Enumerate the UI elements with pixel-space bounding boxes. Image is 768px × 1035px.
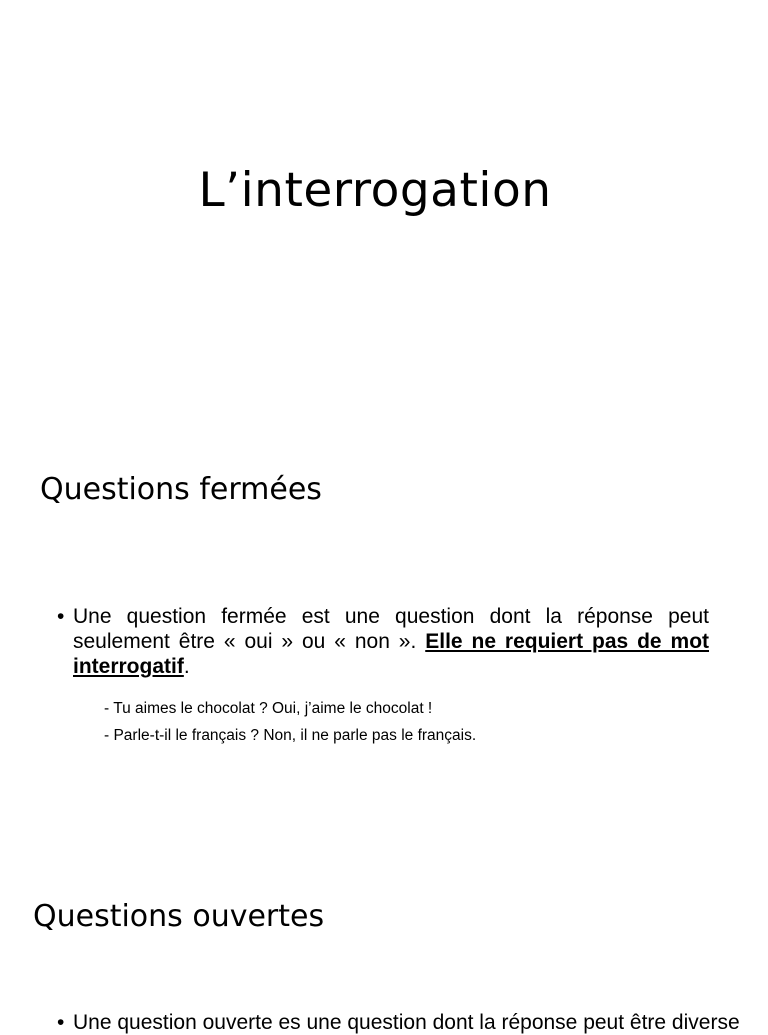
closed-questions-definition	[73, 604, 709, 679]
definition-end: .	[183, 655, 190, 678]
definition-emphasis: Elle ne requiert pas de mot interrogatif	[73, 630, 710, 678]
page-title: L’interrogation	[198, 163, 552, 218]
bullet-icon: •	[57, 605, 65, 628]
closed-questions-bullet	[57, 604, 709, 679]
open-questions-heading: Questions ouvertes	[33, 899, 325, 934]
closed-questions-heading: Questions fermées	[40, 472, 322, 507]
open-questions-definition: Une question ouverte es une question dont la réponse peut être diverse	[73, 1011, 740, 1034]
bullet-icon: •	[57, 1011, 65, 1034]
example-line: - Tu aimes le chocolat ? Oui, j’aime le chocolat !	[104, 700, 433, 717]
open-questions-bullet	[57, 1010, 740, 1035]
definition-text: Une question fermée est une question dont la réponse peut seulement être « oui » ou « non ».	[73, 605, 709, 653]
example-line: - Parle-t-il le français ? Non, il ne parle pas le français.	[104, 727, 477, 744]
